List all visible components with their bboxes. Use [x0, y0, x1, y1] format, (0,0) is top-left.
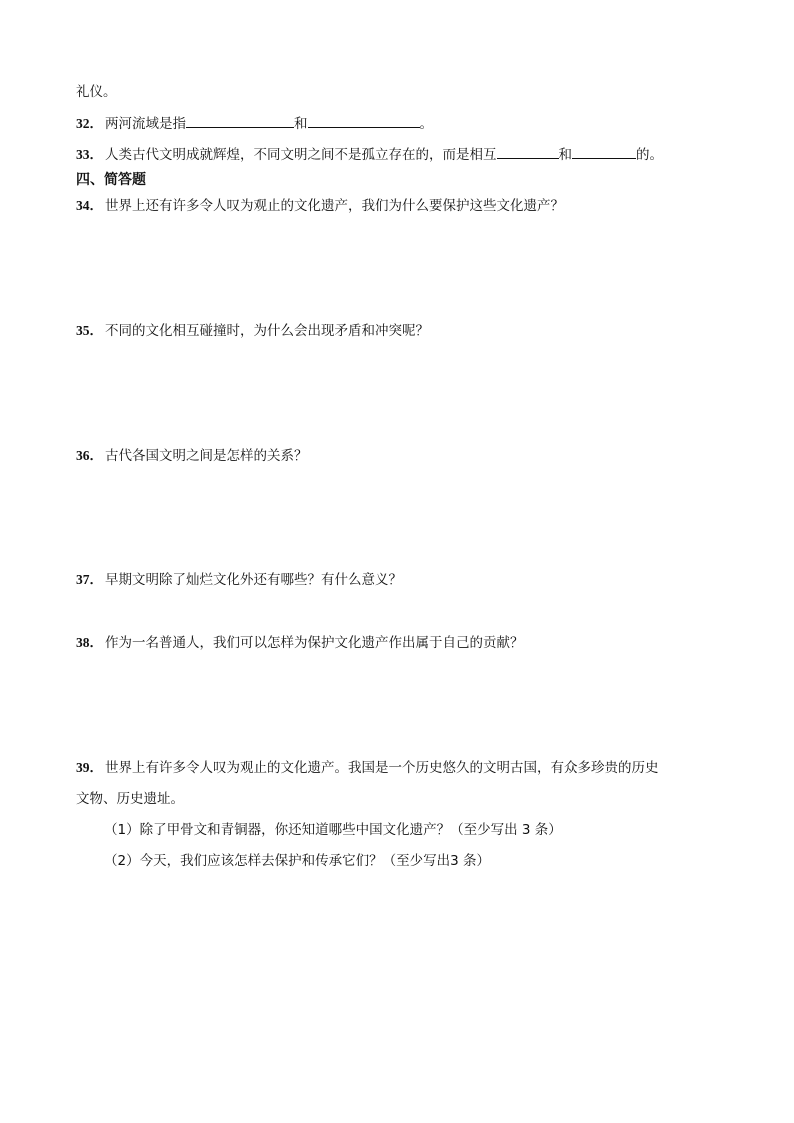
question-35: 35． 不同的文化相互碰撞时，为什么会出现矛盾和冲突呢？ — [76, 323, 429, 339]
question-34: 34． 世界上还有许多令人叹为观止的文化遗产，我们为什么要保护这些文化遗产？ — [76, 198, 564, 214]
question-36: 36． 古代各国文明之间是怎样的关系？ — [76, 448, 308, 464]
question-number: 39． — [76, 760, 103, 775]
question-number: 38． — [76, 635, 103, 650]
answer-blank[interactable] — [497, 144, 559, 159]
question-number: 37． — [76, 572, 103, 587]
question-39-continuation: 文物、历史遗址。 — [76, 791, 184, 807]
question-number: 33． — [76, 147, 103, 162]
answer-blank[interactable] — [186, 113, 294, 128]
question-number: 35． — [76, 323, 103, 338]
question-number: 32． — [76, 116, 103, 131]
answer-blank[interactable] — [572, 144, 636, 159]
question-37: 37． 早期文明除了灿烂文化外还有哪些？有什么意义？ — [76, 572, 402, 588]
sub-question-1: （1）除了甲骨文和青铜器，你还知道哪些中国文化遗产？（至少写出 3 条） — [104, 822, 562, 838]
question-number: 36． — [76, 448, 103, 463]
continuation-text: 礼仪。 — [76, 84, 117, 100]
question-33: 33． 人类古代文明成就辉煌，不同文明之间不是孤立存在的，而是相互 和 的。 — [76, 144, 663, 165]
question-38: 38． 作为一名普通人，我们可以怎样为保护文化遗产作出属于自己的贡献？ — [76, 635, 524, 651]
question-39: 39． 世界上有许多令人叹为观止的文化遗产。我国是一个历史悠久的文明古国，有众多珍贵的历史 — [76, 760, 659, 776]
question-number: 34． — [76, 198, 103, 213]
sub-question-2: （2）今天，我们应该怎样去保护和传承它们？（至少写出3 条） — [104, 853, 490, 869]
answer-blank[interactable] — [308, 113, 420, 128]
question-32: 32． 两河流域是指 和 。 — [76, 113, 433, 134]
section-heading: 四、简答题 — [76, 172, 146, 188]
